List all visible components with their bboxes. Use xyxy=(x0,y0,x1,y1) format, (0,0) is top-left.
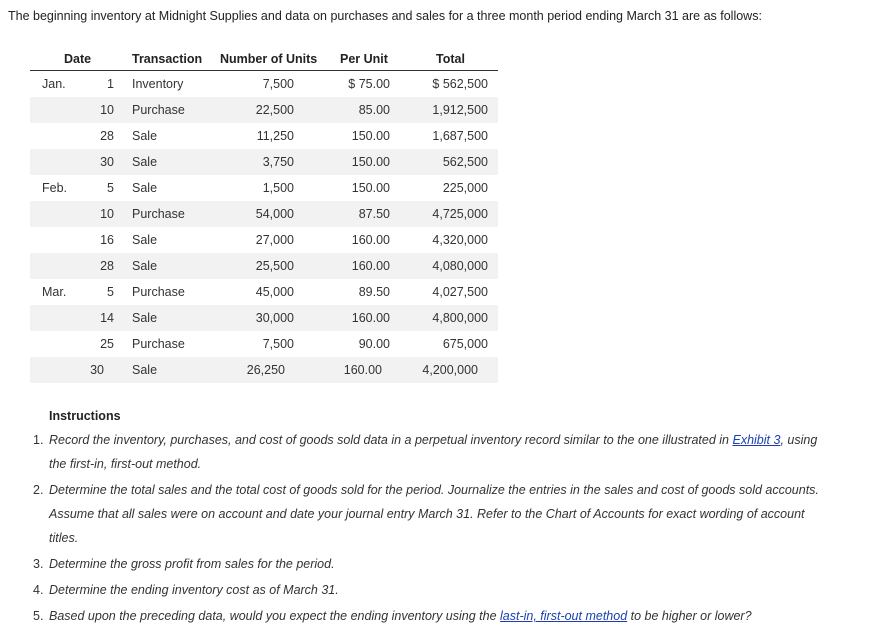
cell-units: 7,500 xyxy=(262,337,294,351)
table-row xyxy=(30,149,498,175)
instruction-text: Determine the total sales and the total cost of goods sold for the period. Journalize the entries in the sales and cost of goods sold accounts. Assume that all sales were on account and date your journal entry March 31. Refer to the Chart of Accounts for exact wording of account titles. xyxy=(49,483,819,545)
cell-units: 22,500 xyxy=(255,103,294,117)
cell-total: 4,080,000 xyxy=(432,259,488,273)
cell-per-unit: 89.50 xyxy=(358,285,390,299)
instruction-text: Determine the gross profit from sales for the period. xyxy=(49,557,335,571)
instruction-link[interactable]: Exhibit 3 xyxy=(732,433,781,447)
table-row xyxy=(30,227,498,253)
cell-total: 4,800,000 xyxy=(432,311,488,325)
cell-transaction: Sale xyxy=(132,155,158,169)
cell-month: Mar. xyxy=(42,285,67,299)
instruction-item xyxy=(0,578,829,602)
header-total: Total xyxy=(436,52,465,66)
cell-units: 54,000 xyxy=(255,207,294,221)
cell-day: 30 xyxy=(90,363,104,377)
table-row xyxy=(30,97,498,123)
cell-units: 26,250 xyxy=(246,363,285,377)
table-row xyxy=(30,253,498,279)
cell-units: 3,750 xyxy=(262,155,294,169)
cell-units: 11,250 xyxy=(256,129,294,143)
instructions-list xyxy=(0,428,883,628)
instruction-link[interactable]: last-in, first-out method xyxy=(500,609,628,623)
header-units: Number of Units xyxy=(220,52,318,66)
instruction-text-after: , using the first-in, first-out method. xyxy=(49,433,818,471)
cell-per-unit: 160.00 xyxy=(351,233,390,247)
header-per-unit: Per Unit xyxy=(340,52,388,66)
instruction-number: 1. xyxy=(33,433,44,447)
instruction-number: 4. xyxy=(33,583,44,597)
cell-per-unit: 150.00 xyxy=(351,129,390,143)
header-transaction: Transaction xyxy=(132,52,203,66)
instruction-text: Based upon the preceding data, would you expect the ending inventory using the xyxy=(49,609,501,623)
cell-day: 28 xyxy=(100,129,114,143)
cell-units: 30,000 xyxy=(255,311,294,325)
table-row xyxy=(30,357,498,383)
cell-day: 10 xyxy=(100,103,114,117)
cell-total: 4,027,500 xyxy=(432,285,488,299)
cell-day: 5 xyxy=(107,181,114,195)
cell-total: 225,000 xyxy=(442,181,488,195)
table-row xyxy=(30,71,498,97)
cell-transaction: Purchase xyxy=(132,207,185,221)
cell-total: 1,687,500 xyxy=(432,129,488,143)
table-row xyxy=(30,175,498,201)
cell-per-unit: 150.00 xyxy=(351,181,390,195)
cell-day: 14 xyxy=(100,311,114,325)
header-date: Date xyxy=(64,52,92,66)
cell-units: 7,500 xyxy=(262,77,294,91)
cell-transaction: Sale xyxy=(132,233,158,247)
instruction-text-after: to be higher or lower? xyxy=(627,609,752,623)
table-row xyxy=(30,201,498,227)
table-row xyxy=(30,331,498,357)
cell-per-unit: 87.50 xyxy=(358,207,390,221)
instruction-item xyxy=(0,552,829,576)
cell-transaction: Sale xyxy=(132,129,158,143)
instruction-number: 2. xyxy=(33,483,44,497)
table-row xyxy=(30,305,498,331)
cell-day: 30 xyxy=(100,155,114,169)
cell-per-unit: 160.00 xyxy=(351,311,390,325)
cell-per-unit: $ 75.00 xyxy=(348,77,390,91)
cell-units: 1,500 xyxy=(262,181,294,195)
cell-transaction: Sale xyxy=(132,259,158,273)
cell-day: 10 xyxy=(100,207,114,221)
cell-units: 27,000 xyxy=(255,233,294,247)
cell-transaction: Sale xyxy=(132,311,158,325)
cell-total: 1,912,500 xyxy=(432,103,488,117)
instruction-text: Determine the ending inventory cost as of March 31. xyxy=(49,583,339,597)
cell-transaction: Inventory xyxy=(132,77,184,91)
table-row xyxy=(30,123,498,149)
cell-per-unit: 90.00 xyxy=(358,337,390,351)
instruction-text: Record the inventory, purchases, and cost of goods sold data in a perpetual inventory record similar to the one illustrated in xyxy=(49,433,733,447)
cell-per-unit: 85.00 xyxy=(358,103,390,117)
cell-total: 4,320,000 xyxy=(432,233,488,247)
cell-day: 1 xyxy=(107,77,114,91)
cell-per-unit: 160.00 xyxy=(343,363,382,377)
instructions-title: Instructions xyxy=(49,409,121,423)
intro-text: The beginning inventory at Midnight Supplies and data on purchases and sales for a three month period ending March 31 are as follows: xyxy=(8,9,762,23)
instruction-number: 3. xyxy=(33,557,44,571)
table-body xyxy=(30,71,498,383)
cell-per-unit: 150.00 xyxy=(351,155,390,169)
table-header xyxy=(30,50,498,71)
cell-month: Feb. xyxy=(42,181,68,195)
table-row xyxy=(30,279,498,305)
cell-total: 675,000 xyxy=(442,337,488,351)
cell-transaction: Purchase xyxy=(132,103,185,117)
cell-total: 4,200,000 xyxy=(422,363,478,377)
cell-total: 4,725,000 xyxy=(432,207,488,221)
cell-transaction: Sale xyxy=(132,363,158,377)
cell-units: 45,000 xyxy=(255,285,294,299)
cell-day: 25 xyxy=(100,337,114,351)
cell-transaction: Sale xyxy=(132,181,158,195)
inventory-table xyxy=(30,50,498,383)
cell-day: 5 xyxy=(107,285,114,299)
cell-day: 16 xyxy=(100,233,114,247)
cell-per-unit: 160.00 xyxy=(351,259,390,273)
cell-total: 562,500 xyxy=(442,155,488,169)
instruction-item xyxy=(0,604,829,628)
instruction-number: 5. xyxy=(33,609,44,623)
cell-total: $ 562,500 xyxy=(432,77,488,91)
cell-transaction: Purchase xyxy=(132,337,185,351)
cell-day: 28 xyxy=(100,259,114,273)
cell-month: Jan. xyxy=(42,77,66,91)
cell-units: 25,500 xyxy=(255,259,294,273)
cell-transaction: Purchase xyxy=(132,285,185,299)
instruction-item xyxy=(0,428,829,476)
instruction-item xyxy=(0,478,829,550)
